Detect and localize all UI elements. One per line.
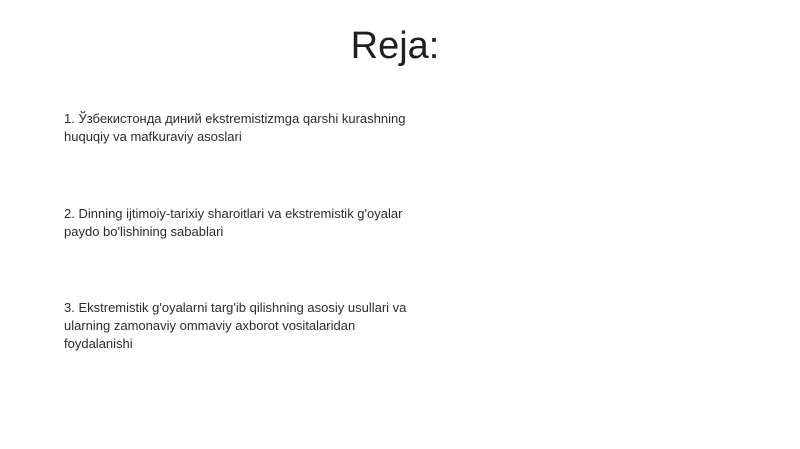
plan-item-3: 3. Ekstremistik g'oyalarni targ'ib qilishning asosiy usullari va ularning zamonaviy ommaviy axborot vositalaridan foydalanishi: [64, 300, 407, 351]
slide-title: Reja:: [350, 25, 440, 67]
plan-item-1: 1. Ўзбекистонда диний ekstremistizmga qarshi kurashning huquqiy va mafkuraviy asoslari: [64, 111, 406, 144]
plan-item-2: 2. Dinning ijtimoiy-tarixiy sharoitlari va ekstremistik g'oyalar paydo bo'lishining sabablari: [64, 206, 403, 239]
